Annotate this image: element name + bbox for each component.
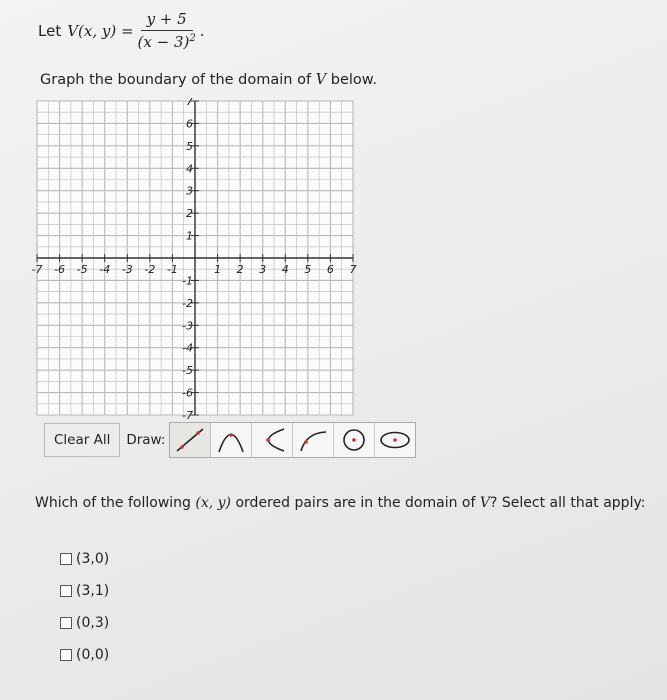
- checkbox[interactable]: [60, 649, 72, 661]
- checkbox[interactable]: [60, 553, 72, 565]
- x-tick-label: 2: [236, 263, 244, 276]
- option-3-0[interactable]: [60, 548, 109, 569]
- option-label: (0,0): [76, 646, 110, 663]
- graph-instruction: [40, 72, 377, 88]
- y-tick-label: -4: [182, 341, 193, 355]
- y-tick-label: 3: [186, 184, 193, 198]
- function-fraction: [138, 10, 196, 51]
- y-tick-label: 1: [186, 229, 193, 243]
- option-0-3[interactable]: [60, 612, 109, 633]
- x-tick-label: 4: [281, 263, 289, 276]
- x-tick-label: -4: [99, 263, 111, 276]
- function-lhs: V(x, y) =: [67, 21, 134, 40]
- x-tick-label: 6: [326, 263, 334, 276]
- y-tick-label: -1: [182, 274, 193, 288]
- x-tick-label: -5: [76, 263, 88, 276]
- x-tick-label: 1: [214, 263, 222, 276]
- x-tick-label: 5: [304, 263, 312, 276]
- y-tick-label: -7: [182, 409, 193, 420]
- question-pair: (x, y): [195, 495, 232, 511]
- x-tick-label: -2: [144, 263, 156, 276]
- y-tick-label: 5: [186, 139, 193, 153]
- x-tick-label: 7: [349, 263, 357, 276]
- option-3-1[interactable]: [60, 580, 109, 601]
- y-tick-label: -2: [182, 296, 193, 310]
- y-tick-label: -5: [182, 364, 193, 378]
- question-var: V: [479, 495, 490, 511]
- denominator-base: (x − 3): [137, 33, 190, 51]
- y-tick-label: 4: [186, 162, 193, 176]
- parabola-tool[interactable]: [211, 423, 252, 457]
- draw-toolbar: [44, 422, 416, 458]
- answer-options: [60, 548, 109, 676]
- x-tick-label: -3: [121, 263, 133, 276]
- question-after: ? Select all that apply:: [490, 495, 646, 511]
- problem-statement: [38, 10, 205, 51]
- y-tick-label: 7: [186, 98, 193, 108]
- ellipse-icon: [378, 425, 412, 455]
- graph-container[interactable]: [30, 98, 360, 420]
- y-tick-label: 6: [186, 117, 193, 131]
- y-tick-label: 2: [186, 207, 193, 221]
- draw-label: Draw:: [126, 432, 166, 448]
- sideways-parabola-icon: [255, 425, 289, 455]
- x-tick-label: -7: [31, 263, 43, 276]
- denominator-exponent: 2: [189, 33, 196, 44]
- ellipse-tool[interactable]: [375, 423, 415, 457]
- domain-question: [35, 495, 645, 511]
- draw-tools: [169, 422, 416, 458]
- x-tick-label: 3: [259, 263, 267, 276]
- sideways-parabola-tool[interactable]: [252, 423, 293, 457]
- line-tool[interactable]: [170, 423, 211, 457]
- circle-icon: [337, 425, 371, 455]
- x-tick-label: -6: [54, 263, 66, 276]
- curve-tool[interactable]: [293, 423, 334, 457]
- option-label: (0,3): [76, 614, 110, 631]
- instruction-var: V: [315, 72, 327, 88]
- circle-tool[interactable]: [334, 423, 375, 457]
- question-middle: ordered pairs are in the domain of: [235, 495, 476, 511]
- clear-all-button[interactable]: Clear All: [44, 423, 120, 457]
- curve-icon: [296, 425, 330, 455]
- option-label: (3,0): [76, 550, 110, 567]
- problem-terminator: .: [199, 21, 205, 40]
- instruction-after: below.: [330, 72, 377, 88]
- option-label: (3,1): [76, 582, 110, 599]
- question-before: Which of the following: [35, 495, 191, 511]
- y-tick-label: -3: [182, 319, 193, 333]
- x-tick-label: -1: [166, 263, 178, 276]
- line-segment-icon: [173, 425, 207, 455]
- option-0-0[interactable]: [60, 644, 109, 665]
- problem-prefix: Let: [38, 21, 62, 40]
- y-tick-label: -6: [182, 386, 193, 400]
- checkbox[interactable]: [60, 617, 72, 629]
- fraction-denominator: [138, 31, 196, 51]
- checkbox[interactable]: [60, 585, 72, 597]
- instruction-text: Graph the boundary of the domain of: [40, 72, 312, 88]
- coordinate-graph[interactable]: [30, 98, 360, 420]
- fraction-numerator: y + 5: [141, 10, 193, 31]
- parabola-icon: [214, 425, 248, 455]
